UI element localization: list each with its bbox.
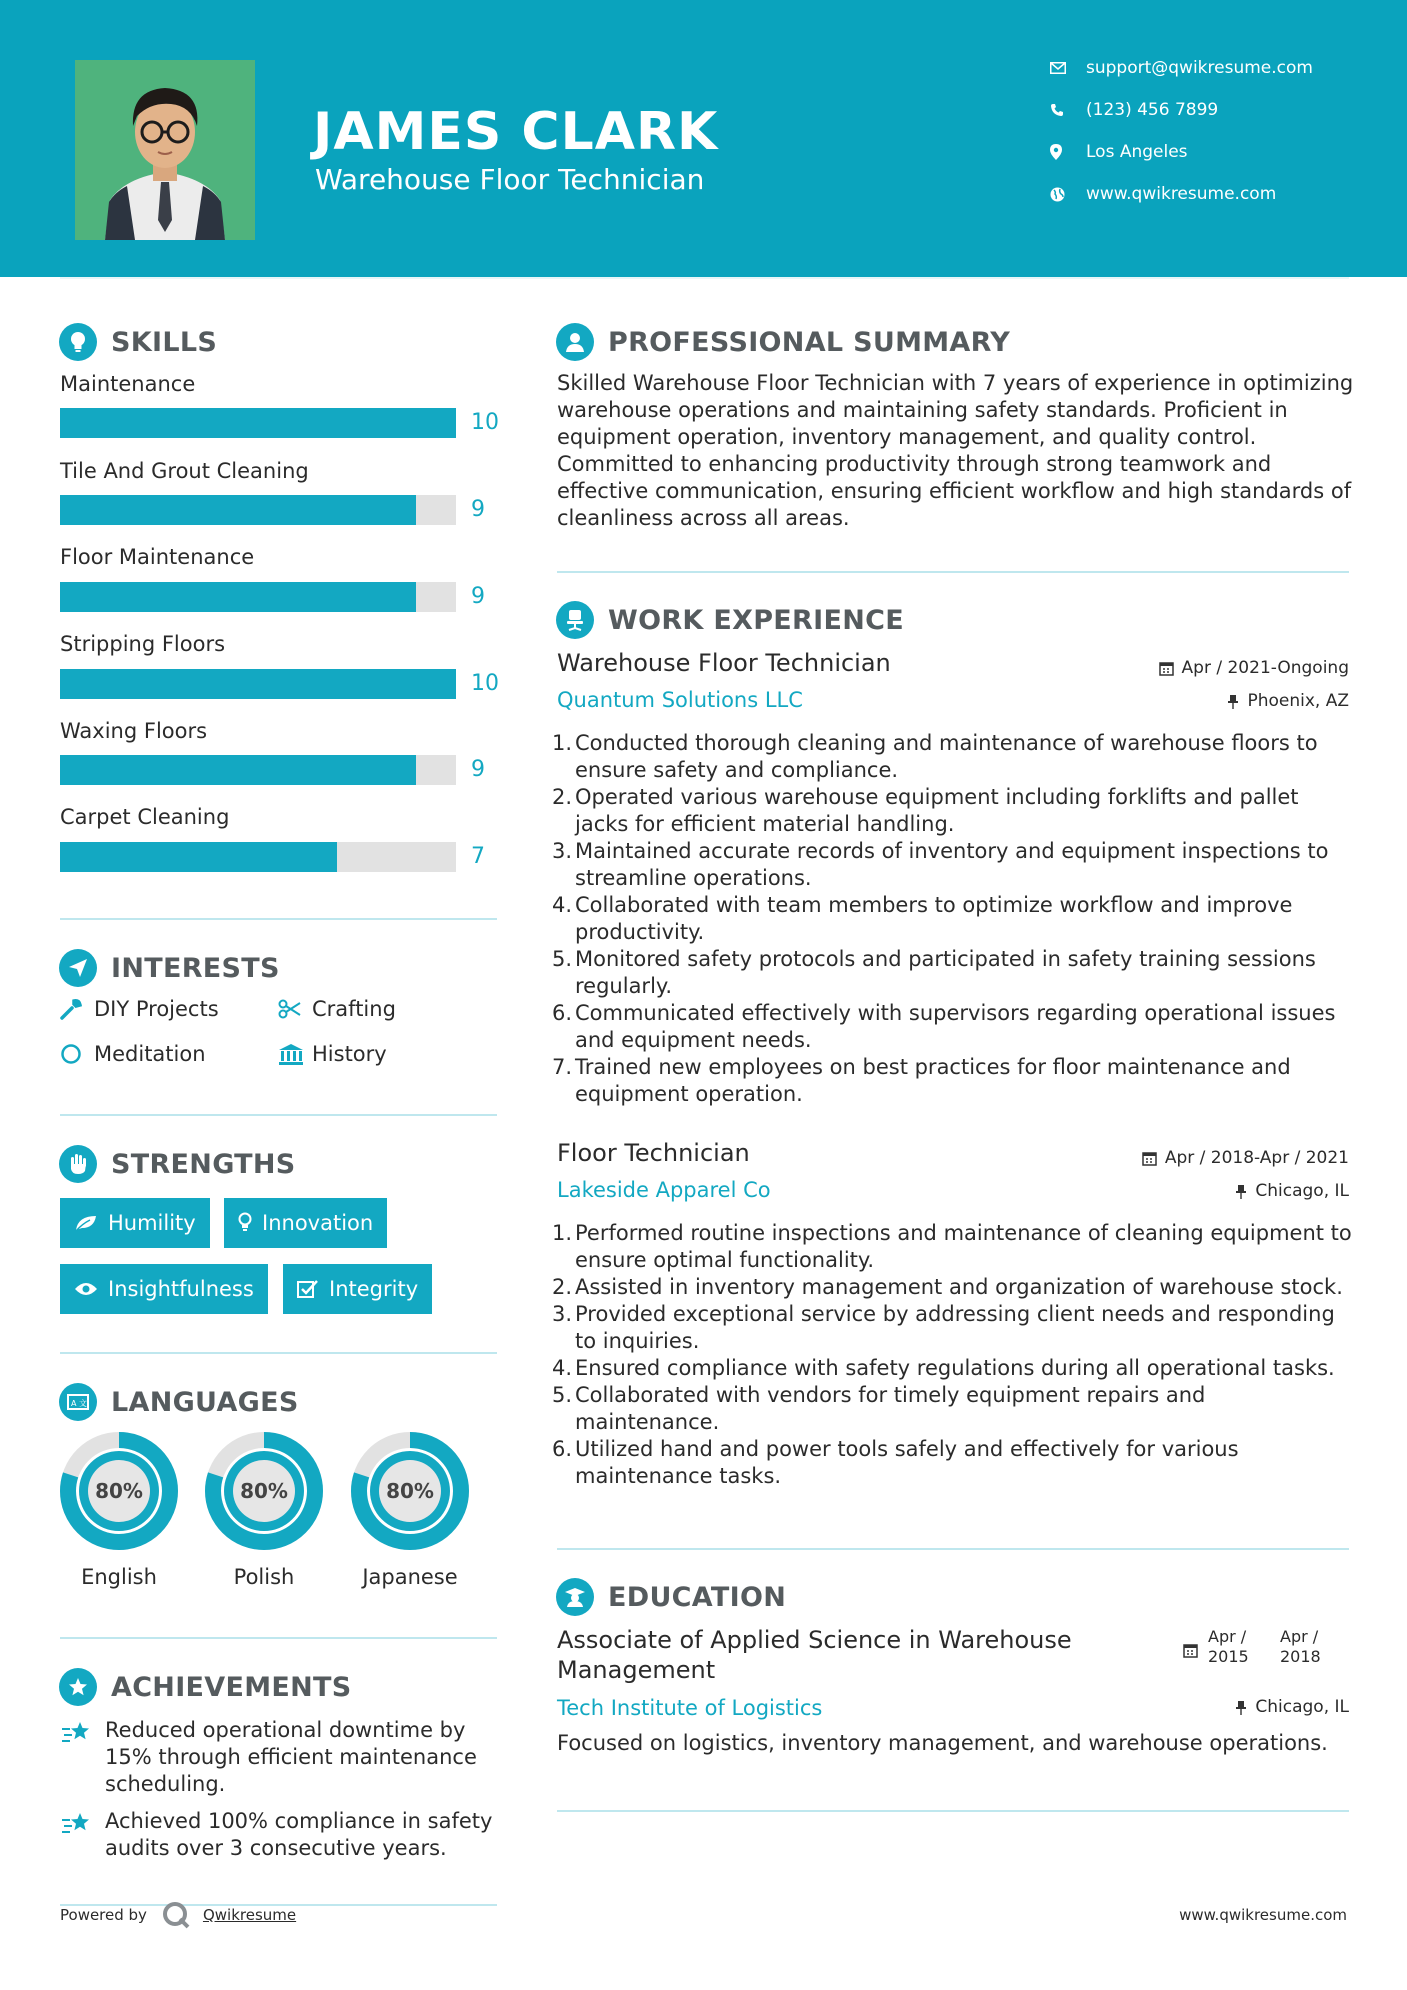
skill-bar-fill <box>60 669 456 699</box>
education-heading <box>556 1578 786 1616</box>
job-location-text: Phoenix, AZ <box>1247 691 1349 711</box>
job-date <box>1159 658 1349 678</box>
education-end <box>1280 1627 1321 1667</box>
skills-title: SKILLS <box>111 326 218 358</box>
interest-item <box>278 1042 387 1066</box>
interest-item <box>60 997 219 1021</box>
section-divider <box>60 1352 497 1354</box>
job-bullet: 6. Utilized hand and power tools safely and effectively for various maintenance tasks. <box>552 1436 1352 1490</box>
skill-label: Tile And Grout Cleaning <box>60 459 309 483</box>
strength-tag <box>283 1264 432 1314</box>
skill-bar <box>60 495 456 525</box>
user-icon <box>556 323 594 361</box>
achievement-item <box>60 1717 500 1798</box>
job-date-text: Apr / 2018-Apr / 2021 <box>1164 1148 1349 1168</box>
footer-website[interactable]: www.qwikresume.com <box>1179 1906 1347 1924</box>
map-pin-icon <box>1050 144 1086 160</box>
lightbulb-icon <box>238 1212 252 1234</box>
languages-heading <box>59 1383 299 1421</box>
interest-label: DIY Projects <box>94 997 219 1021</box>
section-divider <box>60 918 497 920</box>
contact-phone-text: (123) 456 7899 <box>1086 100 1219 120</box>
job-bullet: 4. Ensured compliance with safety regulations during all operational tasks. <box>552 1355 1352 1382</box>
strength-label: Innovation <box>262 1211 374 1235</box>
skill-label: Maintenance <box>60 372 196 396</box>
svg-text:文: 文 <box>79 1399 87 1408</box>
museum-icon <box>278 1043 312 1065</box>
job-bullet-text: Collaborated with vendors for timely equipment repairs and maintenance. <box>575 1383 1206 1434</box>
job-date-text: Apr / 2021-Ongoing <box>1181 658 1349 678</box>
job-bullet-text: Performed routine inspections and maintenance of cleaning equipment to ensure optimal functionality. <box>575 1221 1352 1272</box>
achievement-text: Achieved 100% compliance in safety audits over 3 consecutive years. <box>105 1809 493 1860</box>
interest-label: Meditation <box>94 1042 206 1066</box>
job-bullet-text: Maintained accurate records of inventory and equipment inspections to streamline operations. <box>575 839 1329 890</box>
education-school: Tech Institute of Logistics <box>557 1696 823 1720</box>
candidate-name: JAMES CLARK <box>313 102 719 162</box>
profile-photo <box>75 60 255 240</box>
job-bullet-text: Utilized hand and power tools safely and effectively for various maintenance tasks. <box>575 1437 1239 1488</box>
eye-icon <box>74 1281 98 1297</box>
strength-tag <box>60 1198 210 1248</box>
job-location <box>1235 1181 1349 1201</box>
job-bullet: 1. Conducted thorough cleaning and maintenance of warehouse floors to ensure safety and compliance. <box>552 730 1352 784</box>
circle-icon <box>60 1043 94 1065</box>
strengths-heading <box>59 1145 296 1183</box>
language-donut <box>350 1431 470 1555</box>
skill-bar <box>60 755 456 785</box>
skill-label: Stripping Floors <box>60 632 226 656</box>
strength-tag <box>60 1264 268 1314</box>
shooting-star-icon <box>60 1808 105 1842</box>
calendar-icon <box>1142 1151 1157 1166</box>
lightbulb-icon <box>59 323 97 361</box>
strength-tag <box>224 1198 387 1248</box>
resume-header <box>0 0 1407 277</box>
job-bullet: 7. Trained new employees on best practices for floor maintenance and equipment operation. <box>552 1054 1352 1108</box>
languages-title: LANGUAGES <box>111 1386 299 1418</box>
section-divider <box>557 1548 1349 1550</box>
job-bullets <box>552 1220 1352 1490</box>
skill-bar-fill <box>60 842 337 872</box>
contact-phone <box>1050 100 1390 120</box>
experience-heading <box>556 601 904 639</box>
language-percent: 80% <box>240 1479 288 1503</box>
interest-item <box>60 1042 206 1066</box>
strength-label: Humility <box>108 1211 196 1235</box>
job-bullet-text: Assisted in inventory management and organization of warehouse stock. <box>575 1275 1343 1299</box>
job-location <box>1227 691 1349 711</box>
job-bullet-text: Provided exceptional service by addressing client needs and responding to inquiries. <box>575 1302 1335 1353</box>
job-bullet: 2. Assisted in inventory management and organization of warehouse stock. <box>552 1274 1352 1301</box>
checkbox-icon <box>297 1279 319 1299</box>
interests-title: INTERESTS <box>111 952 280 984</box>
job-bullet: 2. Operated various warehouse equipment including forklifts and pallet jacks for efficient material handling. <box>552 784 1352 838</box>
job-company: Quantum Solutions LLC <box>557 688 803 712</box>
person-avatar-icon <box>75 60 255 240</box>
shooting-star-icon <box>60 1717 105 1751</box>
skill-bar-fill <box>60 495 416 525</box>
language-donut <box>204 1431 324 1555</box>
language-name: Polish <box>233 1565 295 1589</box>
education-start <box>1208 1627 1249 1667</box>
contact-email[interactable] <box>1050 58 1390 78</box>
education-title: EDUCATION <box>608 1581 787 1613</box>
office-chair-icon <box>556 601 594 639</box>
interest-item <box>278 997 396 1021</box>
education-start-year: 2015 <box>1208 1647 1249 1666</box>
achievement-text: Reduced operational downtime by 15% through efficient maintenance scheduling. <box>105 1718 477 1796</box>
contact-email-text[interactable]: support@qwikresume.com <box>1086 58 1313 78</box>
education-description: Focused on logistics, inventory management, and warehouse operations. <box>557 1731 1328 1755</box>
job-bullet: 3. Provided exceptional service by addressing client needs and responding to inquiries. <box>552 1301 1352 1355</box>
job-bullet: 5. Collaborated with vendors for timely equipment repairs and maintenance. <box>552 1382 1352 1436</box>
contact-website-text[interactable]: www.qwikresume.com <box>1086 184 1277 204</box>
hand-icon <box>59 1145 97 1183</box>
skill-value: 9 <box>471 497 485 522</box>
candidate-title: Warehouse Floor Technician <box>315 163 705 196</box>
experience-title: WORK EXPERIENCE <box>608 604 904 636</box>
skill-bar-fill <box>60 755 416 785</box>
strength-label: Insightfulness <box>108 1277 254 1301</box>
contact-website[interactable] <box>1050 184 1390 204</box>
qwikresume-logo-icon <box>161 1900 191 1930</box>
job-title: Floor Technician <box>557 1139 750 1167</box>
job-bullet-text: Collaborated with team members to optimize workflow and improve productivity. <box>575 893 1293 944</box>
section-divider <box>557 571 1349 573</box>
graduate-icon <box>556 1578 594 1616</box>
powered-by-text: Powered by <box>60 1906 147 1924</box>
interest-label: History <box>312 1042 387 1066</box>
qwikresume-link[interactable]: Qwikresume <box>202 1906 297 1924</box>
language-percent: 80% <box>386 1479 434 1503</box>
job-bullet-text: Operated various warehouse equipment including forklifts and pallet jacks for efficient material handling. <box>575 785 1299 836</box>
skill-value: 9 <box>471 584 485 609</box>
contact-location <box>1050 142 1390 162</box>
education-location <box>1235 1697 1349 1717</box>
language-ring <box>204 1431 324 1551</box>
contact-location-text: Los Angeles <box>1086 142 1188 162</box>
job-bullet-text: Monitored safety protocols and participated in safety training sessions regularly. <box>575 947 1316 998</box>
skill-value: 7 <box>471 844 485 869</box>
achievements-title: ACHIEVEMENTS <box>111 1671 352 1703</box>
skill-bar <box>60 669 456 699</box>
skills-heading <box>59 323 217 361</box>
interests-heading <box>59 949 280 987</box>
job-bullet-text: Trained new employees on best practices for floor maintenance and equipment operation. <box>575 1055 1291 1106</box>
achievement-item <box>60 1808 500 1862</box>
skill-bar <box>60 842 456 872</box>
strengths-title: STRENGTHS <box>111 1148 296 1180</box>
education-degree: Associate of Applied Science in Warehouse Management <box>557 1626 1072 1684</box>
powered-by <box>60 1900 296 1930</box>
skill-label: Carpet Cleaning <box>60 805 230 829</box>
header-divider <box>60 277 1349 279</box>
summary-text: Skilled Warehouse Floor Technician with 7 years of experience in optimizing warehouse operations and maintaining safety standards. Proficient in equipment operation, inventory management, and quality control. Committed to enhancing productivity through strong teamwork and effective communication, ensuring efficient workflow and high standards of cleanliness across all areas. <box>557 371 1354 530</box>
job-bullet: 4. Collaborated with team members to optimize workflow and improve productivity. <box>552 892 1352 946</box>
section-divider <box>557 1810 1349 1812</box>
skill-label: Floor Maintenance <box>60 545 255 569</box>
skill-value: 10 <box>471 410 499 435</box>
language-name: English <box>81 1565 157 1589</box>
education-end-month: Apr / <box>1280 1627 1319 1646</box>
skill-bar <box>60 582 456 612</box>
education-end-year: 2018 <box>1280 1647 1321 1666</box>
summary-title: PROFESSIONAL SUMMARY <box>608 326 1011 358</box>
language-card-icon <box>59 1383 97 1421</box>
job-title: Warehouse Floor Technician <box>557 649 891 677</box>
svg-text:A: A <box>71 1399 77 1408</box>
language-donut <box>59 1431 179 1555</box>
pushpin-icon <box>1235 1700 1247 1715</box>
paper-plane-icon <box>59 949 97 987</box>
job-company: Lakeside Apparel Co <box>557 1178 771 1202</box>
skill-label: Waxing Floors <box>60 719 208 743</box>
job-bullet: 5. Monitored safety protocols and participated in safety training sessions regularly. <box>552 946 1352 1000</box>
section-divider <box>60 1637 497 1639</box>
language-ring <box>59 1431 179 1551</box>
language-ring <box>350 1431 470 1551</box>
skill-value: 10 <box>471 671 499 696</box>
calendar-icon <box>1183 1643 1198 1662</box>
job-bullets <box>552 730 1352 1108</box>
job-bullet-text: Ensured compliance with safety regulations during all operational tasks. <box>575 1356 1335 1380</box>
interest-label: Crafting <box>312 997 396 1021</box>
achievements-heading <box>59 1668 352 1706</box>
wrench-icon <box>60 998 94 1020</box>
job-date <box>1142 1148 1349 1168</box>
phone-icon <box>1050 103 1086 117</box>
job-bullet-text: Conducted thorough cleaning and maintenance of warehouse floors to ensure safety and compliance. <box>575 731 1318 782</box>
pushpin-icon <box>1227 694 1239 709</box>
skill-bar-fill <box>60 582 416 612</box>
skill-bar <box>60 408 456 438</box>
language-percent: 80% <box>95 1479 143 1503</box>
strength-label: Integrity <box>329 1277 419 1301</box>
education-start-month: Apr / <box>1208 1627 1247 1646</box>
scissors-icon <box>278 999 312 1019</box>
skill-value: 9 <box>471 757 485 782</box>
job-bullet: 6. Communicated effectively with supervisors regarding operational issues and equipment needs. <box>552 1000 1352 1054</box>
pushpin-icon <box>1235 1184 1247 1199</box>
education-location-text: Chicago, IL <box>1255 1697 1349 1717</box>
job-bullet-text: Communicated effectively with supervisors regarding operational issues and equipment needs. <box>575 1001 1336 1052</box>
language-name: Japanese <box>362 1565 458 1589</box>
job-bullet: 1. Performed routine inspections and maintenance of cleaning equipment to ensure optimal functionality. <box>552 1221 1352 1272</box>
summary-heading <box>556 323 1010 361</box>
section-divider <box>60 1114 497 1116</box>
envelope-icon <box>1050 62 1086 74</box>
star-badge-icon <box>59 1668 97 1706</box>
job-location-text: Chicago, IL <box>1255 1181 1349 1201</box>
calendar-icon <box>1159 661 1174 676</box>
globe-icon <box>1050 187 1086 202</box>
job-bullet: 3. Maintained accurate records of inventory and equipment inspections to streamline operations. <box>552 838 1352 892</box>
skill-bar-fill <box>60 408 456 438</box>
leaf-icon <box>74 1214 98 1232</box>
